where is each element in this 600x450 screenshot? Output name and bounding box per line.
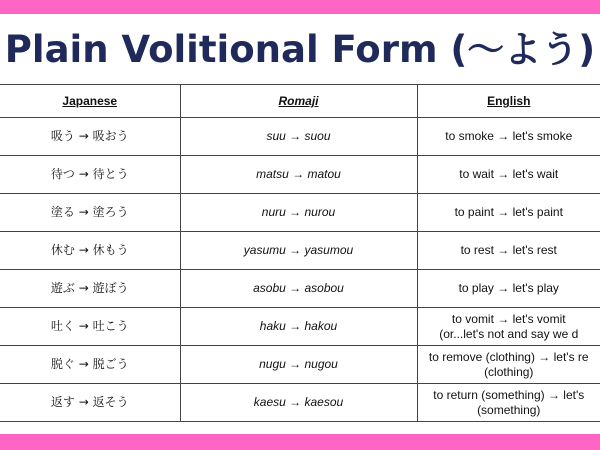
cell-japanese: 遊ぶ → 遊ぼう xyxy=(0,270,180,308)
header-row xyxy=(0,85,600,118)
page-title: Plain Volitional Form (〜よう) xyxy=(4,28,596,71)
table-row xyxy=(0,270,600,308)
english-line: to vomit → let's vomit xyxy=(451,311,566,326)
cell-english xyxy=(417,308,600,346)
cell-japanese: 返す → 返そう xyxy=(0,384,180,422)
cell-romaji: nugu → nugou xyxy=(180,346,417,384)
cell-japanese: 脱ぐ → 脱ごう xyxy=(0,346,180,384)
english-line: (something) xyxy=(477,402,541,417)
cell-english xyxy=(417,384,600,422)
english-line: (clothing) xyxy=(484,364,534,379)
bottom-accent-bar xyxy=(0,434,600,450)
header-english: English xyxy=(417,85,600,118)
table-row xyxy=(0,194,600,232)
cell-english xyxy=(417,118,600,156)
english-line: to return (something) → let's xyxy=(433,387,585,402)
top-accent-bar xyxy=(0,0,600,14)
table-row xyxy=(0,308,600,346)
cell-english xyxy=(417,270,600,308)
cell-romaji: haku → hakou xyxy=(180,308,417,346)
english-line: to paint → let's paint xyxy=(454,205,563,219)
table-row xyxy=(0,384,600,422)
table-row xyxy=(0,346,600,384)
cell-japanese: 吐く → 吐こう xyxy=(0,308,180,346)
english-line: (or...let's not and say we d xyxy=(439,326,579,341)
cell-japanese: 塗る → 塗ろう xyxy=(0,194,180,232)
cell-japanese: 吸う → 吸おう xyxy=(0,118,180,156)
header-romaji: Romaji xyxy=(180,85,417,118)
cell-romaji: nuru → nurou xyxy=(180,194,417,232)
cell-english xyxy=(417,232,600,270)
cell-japanese: 待つ → 待とう xyxy=(0,156,180,194)
english-line: to play → let's play xyxy=(458,281,559,295)
cell-english xyxy=(417,194,600,232)
table-row xyxy=(0,118,600,156)
cell-romaji: suu → suou xyxy=(180,118,417,156)
header-japanese: Japanese xyxy=(0,85,180,118)
table-row xyxy=(0,156,600,194)
cell-romaji: yasumu → yasumou xyxy=(180,232,417,270)
cell-romaji: matsu → matou xyxy=(180,156,417,194)
cell-romaji: asobu → asobou xyxy=(180,270,417,308)
cell-english xyxy=(417,156,600,194)
conjugation-table xyxy=(0,84,600,422)
cell-english xyxy=(417,346,600,384)
english-line: to remove (clothing) → let's re xyxy=(428,349,589,364)
english-line: to smoke → let's smoke xyxy=(445,129,573,143)
english-line: to rest → let's rest xyxy=(460,243,557,257)
english-line: to wait → let's wait xyxy=(459,167,559,181)
cell-romaji: kaesu → kaesou xyxy=(180,384,417,422)
cell-japanese: 休む → 休もう xyxy=(0,232,180,270)
table-row xyxy=(0,232,600,270)
